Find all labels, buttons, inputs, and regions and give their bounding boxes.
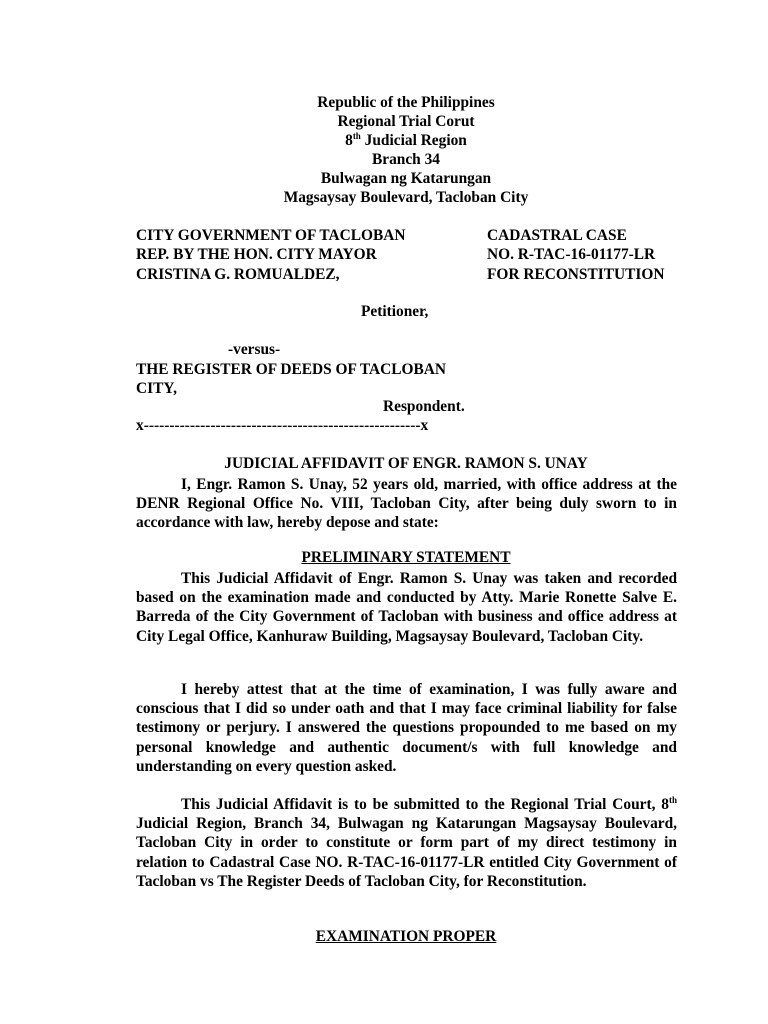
court-header xyxy=(0,94,768,207)
court-branch: Branch 34 xyxy=(372,150,440,168)
court-republic: Republic of the Philippines xyxy=(317,94,495,111)
caption-line: CITY, xyxy=(136,380,177,398)
respondent-caption xyxy=(136,360,446,399)
caption-separator: x------------------------------------------------------x xyxy=(136,417,429,434)
petitioner-label: Petitioner, xyxy=(361,303,429,320)
preliminary-paragraph-3: This Judicial Affidavit is to be submitted to the Regional Trial Court, 8th Judicial Region, Branch 34, Bulwagan ng Katarungan Magsaysay Boulevard, Tacloban City in order to constitute or form part of my direct testimony in relation to Cadastral Case NO. R-TAC-16-01177-LR entitled City Government of Tacloban vs The Register Deeds of Tacloban City, for Reconstitution. xyxy=(136,795,677,890)
case-line: NO. R-TAC-16-01177-LR xyxy=(487,246,656,264)
intro-paragraph: I, Engr. Ramon S. Unay, 52 years old, married, with office address at the DENR Regional Office No. VIII, Tacloban City, after being duly sworn to in accordance with law, hereby depose and state: xyxy=(136,476,677,532)
case-line: CADASTRAL CASE xyxy=(487,227,627,244)
court-hall: Bulwagan ng Katarungan xyxy=(320,169,492,187)
respondent-label: Respondent. xyxy=(383,398,465,415)
petitioner-caption xyxy=(136,226,406,284)
caption-line: REP. BY THE HON. CITY MAYOR xyxy=(136,246,377,264)
caption-line: CRISTINA G. ROMUALDEZ, xyxy=(136,265,340,283)
caption-line: THE REGISTER OF DEEDS OF TACLOBAN xyxy=(136,361,447,378)
preliminary-heading: PRELIMINARY STATEMENT xyxy=(301,549,511,566)
preliminary-paragraph-1: This Judicial Affidavit of Engr. Ramon S. Unay was taken and recorded based on the examination made and conducted by Atty. Marie Ronette Salve E. Barreda of the City Government of Tacloban with business and office address at City Legal Office, Kanhuraw Building, Magsaysay Boulevard, Tacloban City. xyxy=(136,570,677,645)
examination-heading: EXAMINATION PROPER xyxy=(315,928,497,945)
court-region: 8th Judicial Region xyxy=(345,130,467,149)
affidavit-title: JUDICIAL AFFIDAVIT OF ENGR. RAMON S. UNAY xyxy=(224,455,588,472)
court-name: Regional Trial Corut xyxy=(337,112,475,130)
versus-label: -versus- xyxy=(228,341,281,358)
court-address: Magsaysay Boulevard, Tacloban City xyxy=(283,188,529,206)
case-caption xyxy=(487,226,664,284)
preliminary-paragraph-2: I hereby attest that at the time of examination, I was fully aware and conscious that I did so under oath and that I may face criminal liability for false testimony or perjury. I answered the questions propounded to me based on my personal knowledge and authentic document/s with full knowledge and understanding on every question asked. xyxy=(136,681,677,775)
case-line: FOR RECONSTITUTION xyxy=(487,265,665,283)
caption-line: CITY GOVERNMENT OF TACLOBAN xyxy=(136,227,406,244)
